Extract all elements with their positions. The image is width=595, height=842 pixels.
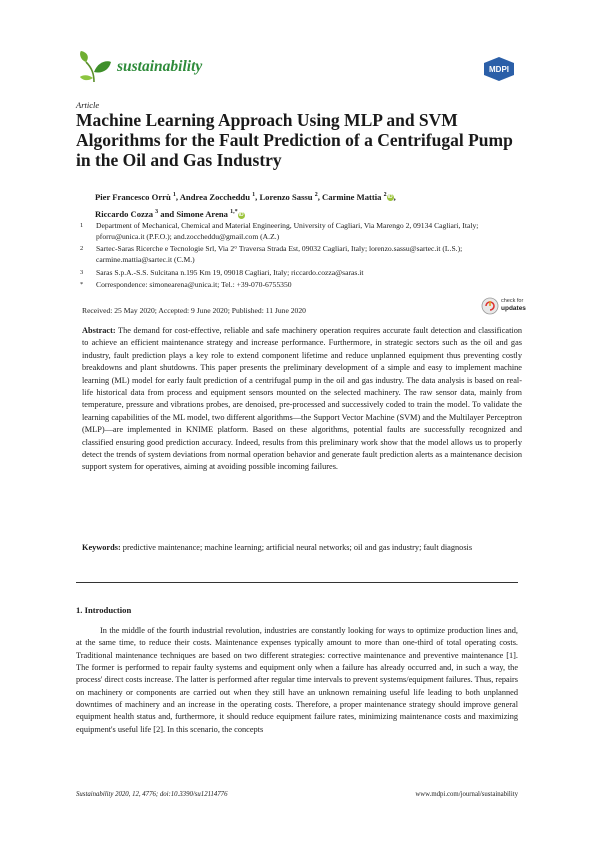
check-for-updates-badge[interactable] [481, 294, 525, 320]
affiliation-number: 2 [80, 245, 84, 252]
journal-leaf-logo-icon [78, 50, 112, 84]
affiliation-3 [80, 267, 530, 279]
author-affil-sup: 1 [252, 192, 256, 198]
author-affil-sup: 1 [172, 192, 176, 198]
paper-title: Machine Learning Approach Using MLP and SVM Algorithms for the Fault Prediction of a Centrifugal Pump in the Oil and Gas Industry [76, 110, 513, 170]
mdpi-logo-icon [482, 56, 516, 82]
affiliation-number: * [80, 281, 84, 288]
svg-text:MDPI: MDPI [489, 65, 509, 74]
author-name[interactable]: Andrea Zoccheddu [179, 191, 250, 202]
check-line-2: updates [501, 305, 526, 312]
abstract-text: The demand for cost-effective, reliable and safe machinery operation requires accurate fault detection and classification to achieve an efficient maintenance strategy and increase performance. Furthermore, in strategic sectors such as the oil and gas industry, fault prediction plays a key role to extend component lifetime and reduce unplanned equipment thus preventing costly breakdowns and plant shutdowns. This paper presents the preliminary development of a simple and easy to implement machine learning (ML) model for early fault prediction of a centrifugal pump in the oil and gas industry. The data analysis is based on real-life historical data from process and equipment sensors mounted on the selected machinery. The raw sensor data, mainly from temperature, pressure and vibrations probes, are denoised, pre-processed and successively coded to train the model. To validate the learning capabilities of the ML model, two different algorithms—the Support Vector Machine (SVM) and the Multilayer Perceptron (MLP)—are implemented in KNIME platform. Based on these algorithms, potential faults are successfully recognized and classified ensuring good prediction accuracy. Indeed, results from this preliminary work show that the model allows us to properly detect the trends of system deviations from normal operation behavior and generate fault prediction alerts as a maintenance decision support system for operatives, aiming at avoiding possible incoming failures. [82, 326, 522, 472]
section-divider [76, 582, 518, 583]
affiliation-text: Department of Mechanical, Chemical and Material Engineering, University of Cagliari, Via Marengo 2, 09134 Cagliari, Italy; pforru@unica.it (P.F.O.); and.zoccheddu@gmail.com (A.Z.) [96, 221, 479, 242]
affiliation-number: 3 [80, 269, 84, 276]
affiliation-1 [80, 220, 530, 244]
abstract [82, 325, 522, 474]
affiliation-text: Correspondence: simonearena@unica.it; Tel.: +39-070-6755350 [96, 280, 292, 289]
footer-citation: Sustainability 2020, 12, 4776; doi:10.3390/su12114776 [76, 791, 228, 798]
refresh-check-icon [481, 297, 499, 315]
author-name[interactable]: Simone Arena [176, 209, 228, 220]
keywords [82, 542, 522, 554]
publication-dates: Received: 25 May 2020; Accepted: 9 June 2020; Published: 11 June 2020 [82, 306, 306, 315]
author-affil-sup: 3 [155, 209, 159, 216]
affiliation-number: 1 [80, 222, 84, 229]
keywords-text: predictive maintenance; machine learning; artificial neural networks; oil and gas industry; fault diagnosis [122, 543, 473, 552]
author-name[interactable]: Carmine Mattia [322, 191, 382, 202]
author-name[interactable]: Lorenzo Sassu [259, 191, 313, 202]
article-type: Article [76, 100, 100, 110]
author-list: Pier Francesco Orrù $^1$, Andrea Zoccheddu $^1$, Lorenzo Sassu $^2$, Carmine Mattia $^2$iD, Riccardo Cozza $^3$ and Simone Arena $^{1,*}$iD [95, 191, 396, 220]
author-affil-sup: 1,* [230, 209, 238, 216]
keywords-label: Keywords: [82, 543, 121, 552]
footer-journal-url[interactable]: www.mdpi.com/journal/sustainability [415, 791, 518, 798]
orcid-icon[interactable]: iD [387, 194, 393, 201]
author-affil-sup: 2 [383, 192, 387, 198]
check-line-1: check for [501, 298, 524, 304]
abstract-label: Abstract: [82, 326, 116, 335]
journal-name: sustainability [117, 58, 203, 75]
section-heading: 1. Introduction [76, 605, 132, 615]
author-name[interactable]: Riccardo Cozza [95, 209, 153, 220]
affiliation-text: Saras S.p.A.-S.S. Sulcitana n.195 Km 19, 09018 Cagliari, Italy; riccardo.cozza@saras.it [96, 268, 364, 277]
correspondence [80, 279, 530, 291]
author-name[interactable]: Pier Francesco Orrù [95, 191, 171, 202]
introduction-paragraph: In the middle of the fourth industrial revolution, industries are constantly looking for ways to optimize production lines and, at the same time, to reduce their costs. Maintenance expenses typically amount to more than one-third of total operating costs. Traditional maintenance techniques are based on two different strategies: corrective maintenance and preventive maintenance [1]. The former is performed to repair faulty systems and equipment only when a failure has already occurred and, in such a way, the process' direct costs increase. The latter is performed after regular time intervals to prevent systems/equipment failures. Thus, repairs on machinery or components are carried out when they still have an unknown remaining useful life leading to both unplanned downtimes of machinery and an increase in the operating costs. Therefore, a proper maintenance strategy should improve general equipment health status and, furthermore, it should reduce equipment failure rates, minimizing maintenance costs and maximizing equipment's useful life [2]. In this scenario, the concepts [76, 626, 518, 734]
affiliation-2 [80, 243, 530, 267]
author-affil-sup: 2 [314, 192, 318, 198]
affiliation-text: Sartec-Saras Ricerche e Tecnologie Srl, Via 2° Traversa Strada Est, 09032 Cagliari, Italy; lorenzo.sassu@sartec.it (L.S.); carmine.mattia@sartec.it (C.M.) [96, 244, 463, 265]
orcid-icon[interactable]: iD [238, 211, 244, 218]
